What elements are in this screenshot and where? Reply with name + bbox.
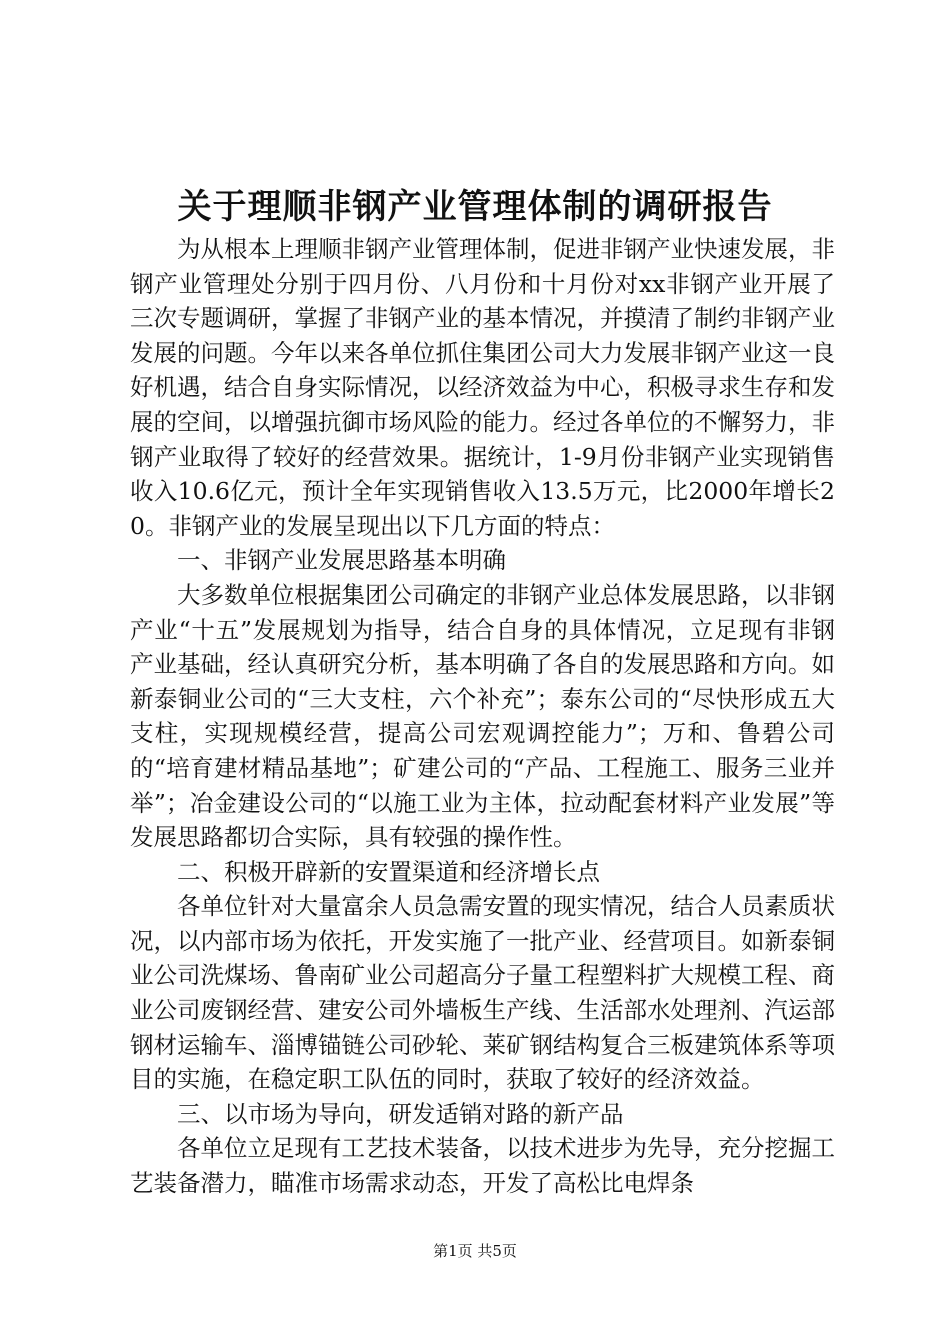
section-body-3: 各单位立足现有工艺技术装备，以技术进步为先导，充分挖掘工艺装备潜力，瞄准市场需求动态，开发了高松比电焊条 xyxy=(130,1134,835,1198)
section-heading-2: 二、积极开辟新的安置渠道和经济增长点 xyxy=(177,857,600,886)
page-footer: 第1页 共5页 xyxy=(433,1242,517,1260)
section-heading-3: 三、以市场为导向，研发适销对路的新产品 xyxy=(177,1099,624,1128)
section-body-1: 大多数单位根据集团公司确定的非钢产业总体发展思路，以非钢产业“十五”发展规划为指导，结合自身的具体情况，立足现有非钢产业基础，经认真研究分析，基本明确了各自的发展思路和方向。如新泰铜业公司的“三大支柱，六个补充”；泰东公司的“尽快形成五大支柱，实现规模经营，提高公司宏观调控能力”；万和、鲁碧公司的“培育建材精品基地”；矿建公司的“产品、工程施工、服务三业并举”；冶金建设公司的“以施工业为主体，拉动配套材料产业发展”等发展思路都切合实际，具有较强的操作性。 xyxy=(130,580,835,852)
document-title: 关于理顺非钢产业管理体制的调研报告 xyxy=(177,187,773,227)
intro-paragraph: 为从根本上理顺非钢产业管理体制，促进非钢产业快速发展，非钢产业管理处分别于四月份、八月份和十月份对xx非钢产业开展了三次专题调研，掌握了非钢产业的基本情况，并摸清了制约非钢产业发展的问题。今年以来各单位抓住集团公司大力发展非钢产业这一良好机遇，结合自身实际情况，以经济效益为中心，积极寻求生存和发展的空间，以增强抗御市场风险的能力。经过各单位的不懈努力，非钢产业取得了较好的经营效果。据统计，1-9月份非钢产业实现销售收入10.6亿元，预计全年实现销售收入13.5万元，比2000年增长20。非钢产业的发展呈现出以下几方面的特点： xyxy=(130,235,835,540)
document-body xyxy=(130,232,835,1201)
section-heading-1: 一、非钢产业发展思路基本明确 xyxy=(177,546,506,575)
section-body-2: 各单位针对大量富余人员急需安置的现实情况，结合人员素质状况，以内部市场为依托，开发实施了一批产业、经营项目。如新泰铜业公司洗煤场、鲁南矿业公司超高分子量工程塑料扩大规模工程、商业公司废钢经营、建安公司外墙板生产线、生活部水处理剂、汽运部钢材运输车、淄博锚链公司砂轮、莱矿钢结构复合三板建筑体系等项目的实施，在稳定职工队伍的同时，获取了较好的经济效益。 xyxy=(130,892,835,1094)
